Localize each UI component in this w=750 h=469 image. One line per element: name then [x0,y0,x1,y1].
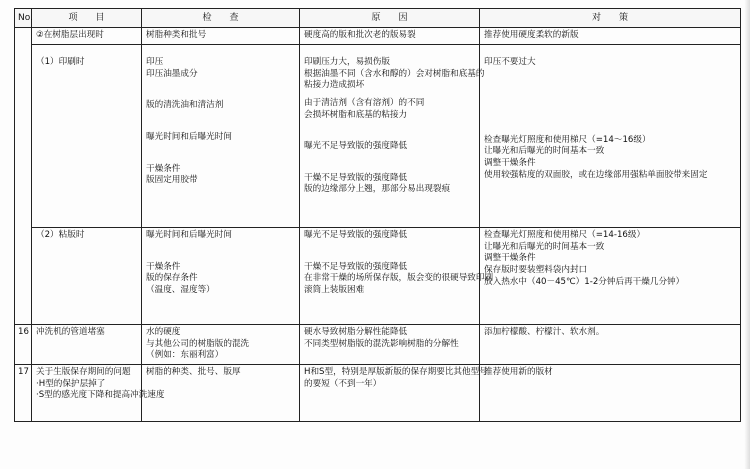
table-row-printing [15,45,741,228]
measure-line: 使用较强粘度的双面胶，或在边缘部用强粘单面胶带来固定 [484,169,708,180]
cause-line: 印刷压力大，易损伤版 [304,57,390,68]
header-cause: 原 因 [300,9,480,28]
cause-line: H和S型，特别是厚版新版的保存期要比其他型号 [304,366,488,377]
measure-line: 让曝光和后曝光的时间基本一致 [484,146,605,157]
measure-line: 放入热水中（40－45℃）1-2分钟后再干燥几分钟） [484,276,685,287]
header-item: 项 目 [32,9,142,28]
measure-line: 调整干燥条件 [484,253,536,264]
cause-cell [300,45,485,228]
header-measure: 对 策 [480,9,741,28]
check-line: 印压油墨成分 [146,68,198,79]
scan-edge-shadow [744,0,750,469]
table-row-mounting [15,228,741,325]
cause-line: 粘接力造成损坏 [304,80,365,91]
check-line: 干燥条件 [146,163,181,174]
check-line: 曝光时间和后曝光时间 [146,230,232,241]
cause-line: 曝光不足导致版的强度降低 [304,141,408,152]
check-line: 版固定用胶带 [146,175,198,186]
measure-line: 检查曝光灯照度和使用梯尺（=14～16级） [484,134,651,145]
table-row-resin [15,28,741,45]
item-cell [32,228,142,325]
item-cell: ②在树脂层出现时 [32,28,142,45]
check-line: 版的清洗油和清洁剂 [146,100,224,111]
item-text: （1）印刷时 [36,57,85,68]
cause-line: 根据油墨不同（含水和醇的）会对树脂和底基的 [304,68,485,79]
check-cell [142,228,300,325]
table-header-row [15,9,741,28]
item-line: ·H型的保护层掉了 [36,378,106,389]
cause-line: 曝光不足导致版的强度降低 [304,230,408,241]
measure-line: 印压不要过大 [484,57,536,68]
cause-line: 干燥不足导致版的强度降低 [304,261,408,272]
cause-line: 由于清洁剂（含有溶剂）的不同 [304,97,425,108]
header-no: No. [15,9,32,28]
cause-line: 滚筒上装版困难 [304,284,365,295]
check-line: 水的硬度 [146,327,181,338]
check-line: 曝光时间和后曝光时间 [146,131,232,142]
check-line: 印压 [146,57,164,68]
cause-line: 不同类型树脂版的混洗影响树脂的分解性 [304,338,459,349]
check-line: 版的保存条件 [146,273,198,284]
item-text: （2）粘版时 [36,230,85,241]
cause-cell [300,228,494,325]
cause-line: 硬水导致树脂分解性能降低 [304,327,408,338]
check-line: 与其他公司的树脂版的混洗 [146,338,250,349]
item-cell [32,364,165,421]
measure-cell [480,325,741,365]
cause-line: 版的边缘部分上翘，那部分易出现裂痕 [304,184,451,195]
check-line: （温度、湿度等） [146,284,215,295]
row-number: 16 [15,325,32,365]
cause-line: 的要短（不到一年） [304,378,382,389]
cause-line: 干燥不足导致版的强度降低 [304,172,408,183]
cause-cell: 硬度高的版和批次老的版易裂 [300,28,480,45]
check-line: 干燥条件 [146,261,181,272]
row-number-empty [15,28,32,325]
measure-line: 检查曝光灯照度和使用梯尺（=14-16级） [484,230,646,241]
troubleshooting-table [14,8,741,422]
check-cell [142,45,300,228]
measure-line: 让曝光和后曝光的时间基本一致 [484,241,605,252]
measure-line: 保存版时要装塑料袋内封口 [484,264,588,275]
check-cell [142,325,300,365]
measure-cell [480,45,741,228]
cause-line: 在非常干燥的场所保存版，版会变的很硬导致印刷 [304,273,494,284]
item-cell: 冲洗机的管道堵塞 [32,325,142,365]
row-number: 17 [15,364,32,421]
table-row-17 [15,364,741,421]
cause-cell [300,325,480,365]
item-line: 关于生版保存期间的问题 [36,366,131,377]
cause-cell [300,364,488,421]
measure-cell: 推荐使用硬度柔软的新版 [480,28,741,45]
check-cell: 树脂种类和批号 [142,28,300,45]
measure-line: 调整干燥条件 [484,157,536,168]
check-cell: 树脂的种类、批号、版厚 [142,364,300,421]
header-check: 检 查 [142,9,300,28]
cause-line: 会损坏树脂和底基的粘接力 [304,109,408,120]
item-line: ·S型的感光度下降和提高冲洗速度 [36,390,165,401]
item-cell [32,45,142,228]
measure-cell: 推荐使用新的版材 [480,364,741,421]
measure-cell [480,228,741,325]
measure-line: 添加柠檬酸、柠檬汁、软水剂。 [484,327,605,338]
check-line: （例如：东丽利富） [146,350,224,361]
table-row-16 [15,325,741,365]
